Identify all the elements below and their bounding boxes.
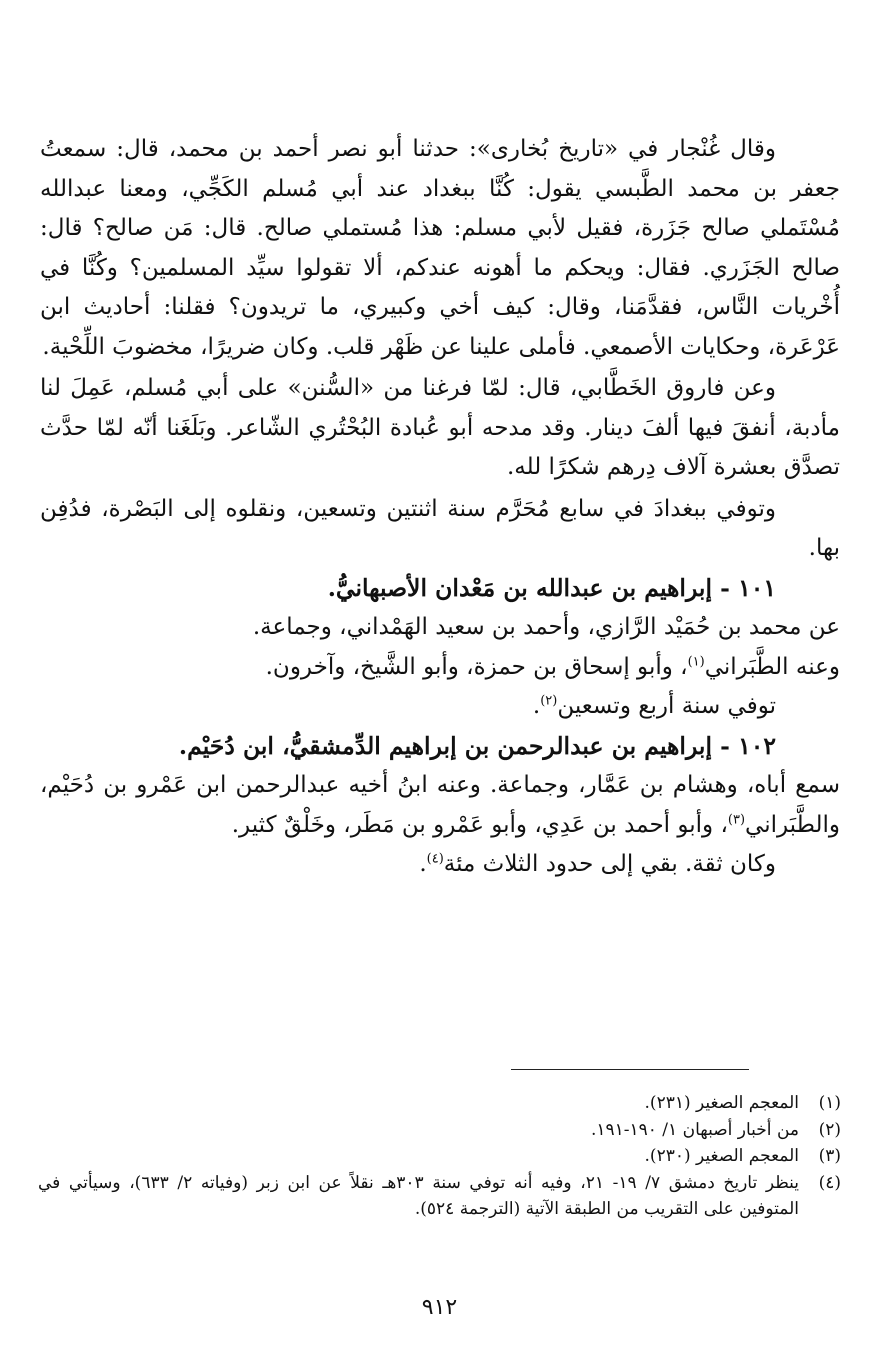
entry-102-status-end: . (419, 851, 427, 877)
footnote-number: (٣) (818, 1146, 841, 1166)
entry-102-narrators-text-b: ، وأبو أحمد بن عَدِي، وأبو عَمْرو بن مَطَر، وخَلْقٌ كثير. (231, 811, 728, 838)
entry-101-teachers (40, 608, 840, 648)
entry-101-students (40, 648, 840, 688)
entry-101-students-text-b: ، وأبو إسحاق بن حمزة، وأبو الشَّيخ، وآخرون. (265, 653, 688, 680)
entry-101-death-end: . (532, 693, 541, 719)
footnote-number: (٢) (818, 1119, 841, 1140)
footnote-ref-4[interactable]: (٤) (426, 851, 444, 867)
paragraph-gunjar-narration: وقال غُنْجار في «تاريخ بُخارى»: حدثنا أبو نصر أحمد بن محمد، قال: سمعتُ جعفر بن محمد الطَّبسي يقول: كُنَّا ببغداد عند أبي مُسلم الكَجِّي، ومعنا عبدالله مُسْتَملي صالح جَزَرة، فقيل لأبي مسلم: هذا مُستملي صالح. قال: مَن صالح؟ قال: صالح الجَزَري. فقال: ويحكم ما أهونه عندكم، ألا تقولوا سيِّد المسلمين؟ وكُنَّا في أُخْريات النَّاس، فقدَّمَنا، وقال: كيف أخي وكبيري، ما تريدون؟ فقلنا: أحاديث ابن عَرْعَرة، وحكايات الأصمعي. فأملى علينا عن ظَهْر قلب. وكان ضريرًا، مخضوبَ اللِّحْية. (40, 136, 840, 360)
footnote-item (38, 1117, 841, 1144)
footnote-text: المعجم الصغير (٢٣١). (644, 1093, 799, 1113)
footnote-number: (١) (818, 1093, 841, 1113)
entry-101-teachers-text: عن محمد بن حُمَيْد الرَّازي، وأحمد بن سعيد الهَمْداني، وجماعة. (252, 614, 840, 640)
footnote-ref-1[interactable]: (١) (687, 653, 705, 669)
entry-101-death (40, 687, 840, 727)
footnote-text: ينظر تاريخ دمشق ٧/ ١٩- ٢١، وفيه أنه توفي سنة ٣٠٣هـ نقلاً عن ابن زبر (وفياته ٢/ ٦٣٣)، وسيأتي في المتوفين على التقريب من الطبقة الآتية (الترجمة ٥٢٤). (38, 1172, 800, 1219)
main-text (40, 130, 840, 885)
entry-heading-102: ١٠٢ - إبراهيم بن عبدالرحمن بن إبراهيم الدِّمشقيُّ، ابن دُحَيْم. (178, 731, 776, 760)
paragraph-death-note: وتوفي ببغدادَ في سابع مُحَرَّم سنة اثنتين وتسعين، ونقلوه إلى البَصْرة، فدُفِن بها. (40, 495, 840, 561)
entry-102-status-text: وكان ثقة. بقي إلى حدود الثلاث مئة (443, 851, 776, 877)
footnote-item (38, 1090, 841, 1117)
entry-102-narrators (40, 766, 840, 845)
footnote-text: من أخبار أصبهان ١/ ١٩٠-١٩١. (590, 1119, 799, 1140)
footnote-separator (511, 1069, 749, 1070)
footnote-item (38, 1170, 841, 1223)
footnote-text: المعجم الصغير (٢٣٠). (644, 1146, 799, 1166)
entry-102-status (40, 845, 840, 885)
entry-101-students-text-a: وعنه الطَّبَراني (704, 653, 840, 680)
footnote-ref-3[interactable]: (٣) (727, 811, 746, 827)
entry-heading-101: ١٠١ - إبراهيم بن عبدالله بن مَعْدان الأصبهانيُّ. (327, 573, 776, 602)
entry-102-narrators-text-a: سمع أباه، وهشام بن عَمَّار، وجماعة. وعنه ابنُ أخيه عبدالرحمن ابن عَمْرو بن دُحَيْم، والطَّبَراني (40, 772, 840, 838)
footnote-item (38, 1143, 841, 1170)
footnote-ref-2[interactable]: (٢) (540, 693, 558, 709)
entry-101-death-text: توفي سنة أربع وتسعين (557, 693, 776, 719)
footnote-number: (٤) (818, 1172, 841, 1193)
footnotes (38, 1090, 841, 1223)
page-number: ٩١٢ (421, 1295, 458, 1320)
paragraph-farouq-narration: وعن فاروق الخَطَّابي، قال: لمّا فرغنا من «السُّنن» على أبي مُسلم، عَمِلَ لنا مأدبة، أنفقَ فيها ألفَ دينار. وقد مدحه أبو عُبادة البُحْتُري الشّاعر. وبَلَغَنا أنّه لمّا حدَّث تصدَّق بعشرة آلاف دِرهم شكرًا لله. (40, 375, 840, 480)
